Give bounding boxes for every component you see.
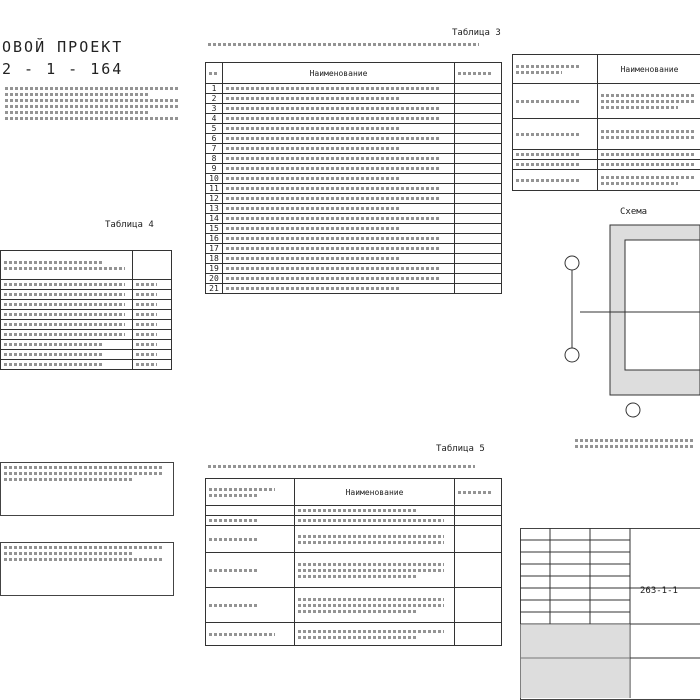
table4-cell: [133, 290, 172, 300]
scheme-axis-marker: [626, 403, 640, 417]
table3-row-number: 4: [206, 114, 223, 124]
table3-row-number: 5: [206, 124, 223, 134]
table3-row-number: 20: [206, 274, 223, 284]
table4-cell: [1, 320, 133, 330]
scheme-axis-marker: [565, 256, 579, 270]
table3-row-number: 3: [206, 104, 223, 114]
table3-row: [206, 114, 502, 124]
right-table-cell: [598, 160, 700, 170]
table3-row-name: [223, 214, 455, 224]
table5-cell: [455, 506, 502, 516]
table3-row: [206, 104, 502, 114]
right-table-cell: [513, 170, 598, 191]
table3-row-name: [223, 134, 455, 144]
table3-row-name: [223, 144, 455, 154]
table3-row: [206, 264, 502, 274]
table3-row: [206, 214, 502, 224]
table3-row: [206, 254, 502, 264]
table5-cell: [206, 623, 295, 646]
table5-cell: [206, 516, 295, 526]
table3-row: [206, 184, 502, 194]
table3-row-name: [223, 174, 455, 184]
right-table-col-name: Наименование: [598, 55, 700, 84]
table3-row-name: [223, 184, 455, 194]
scheme-drawing: [530, 215, 700, 420]
table5-cell: [295, 506, 455, 516]
table3-row-number: 21: [206, 284, 223, 294]
table3-row-note: [455, 244, 502, 254]
table4: [0, 250, 172, 370]
table5-cell: [295, 588, 455, 623]
table5-header-cell: [455, 479, 502, 506]
table3-row-number: 2: [206, 94, 223, 104]
table3-row-note: [455, 104, 502, 114]
table3-row-name: [223, 84, 455, 94]
table4-header-cell: [133, 251, 172, 280]
title-block-grid: [520, 528, 700, 698]
table5-cell: [206, 526, 295, 553]
table3-row-number: 14: [206, 214, 223, 224]
table3-row-name: [223, 104, 455, 114]
signature-box: [0, 542, 174, 596]
right-table-cell: [598, 84, 700, 119]
table3-row-number: 11: [206, 184, 223, 194]
table3-row-note: [455, 214, 502, 224]
table3-row-note: [455, 144, 502, 154]
table3-row-name: [223, 284, 455, 294]
table3-row-note: [455, 224, 502, 234]
approval-box: [0, 462, 174, 516]
table3-row-note: [455, 154, 502, 164]
table5-cell: [295, 553, 455, 588]
table3-row-note: [455, 174, 502, 184]
right-table-cell: [513, 160, 598, 170]
table3-row: [206, 234, 502, 244]
table3-caption: Таблица 3: [452, 28, 501, 38]
table5-cell: [455, 553, 502, 588]
table3-row-number: 13: [206, 204, 223, 214]
table4-cell: [133, 300, 172, 310]
table4-cell: [133, 360, 172, 370]
table4-cell: [1, 290, 133, 300]
table4-header-cell: [1, 251, 133, 280]
table3-row-name: [223, 224, 455, 234]
table3-row-number: 19: [206, 264, 223, 274]
table3-row-number: 15: [206, 224, 223, 234]
sheet-title: ОВОЙ ПРОЕКТ: [2, 38, 124, 56]
table5-cell: [455, 623, 502, 646]
table3-row-note: [455, 204, 502, 214]
table4-cell: [1, 340, 133, 350]
table3-row-note: [455, 254, 502, 264]
table3-row-name: [223, 94, 455, 104]
scheme-notes: [572, 436, 700, 451]
table5-col-name: Наименование: [295, 479, 455, 506]
table3-row-name: [223, 244, 455, 254]
table5-caption: Таблица 5: [436, 444, 485, 454]
table3-row-number: 18: [206, 254, 223, 264]
table5-cell: [295, 516, 455, 526]
project-code: 2 - 1 - 164: [2, 60, 124, 78]
table3-row-name: [223, 114, 455, 124]
table4-cell: [133, 330, 172, 340]
table3-row-number: 7: [206, 144, 223, 154]
table4-cell: [1, 310, 133, 320]
scheme-axis-marker: [565, 348, 579, 362]
table4-caption: Таблица 4: [105, 220, 154, 230]
table3-row: [206, 174, 502, 184]
right-table: [512, 54, 700, 191]
table3-row-name: [223, 194, 455, 204]
table4-cell: [1, 280, 133, 290]
table3-row: [206, 134, 502, 144]
table3-row-note: [455, 84, 502, 94]
table3-row: [206, 284, 502, 294]
table3-row-note: [455, 274, 502, 284]
table3-row-note: [455, 94, 502, 104]
table3-row-note: [455, 264, 502, 274]
right-table-cell: [598, 170, 700, 191]
table3-row-name: [223, 204, 455, 214]
table3-col-note: [455, 63, 502, 84]
table5-cell: [455, 516, 502, 526]
right-table-header-cell: [513, 55, 598, 84]
title-block-code: 263-1-1: [640, 586, 678, 596]
table3-row: [206, 144, 502, 154]
table3-row-note: [455, 114, 502, 124]
table3-row-name: [223, 164, 455, 174]
table3-row-name: [223, 274, 455, 284]
table3-row-note: [455, 124, 502, 134]
table4-cell: [1, 360, 133, 370]
right-table-cell: [513, 84, 598, 119]
table5-header-cell: [206, 479, 295, 506]
table3-row-note: [455, 184, 502, 194]
scheme-inner-room: [625, 240, 700, 370]
right-table-cell: [598, 119, 700, 150]
table3-row-number: 8: [206, 154, 223, 164]
table5-cell: [455, 588, 502, 623]
table5-cell: [295, 623, 455, 646]
table3-row-note: [455, 164, 502, 174]
table3-row-number: 17: [206, 244, 223, 254]
table3-col-name: Наименование: [223, 63, 455, 84]
table4-cell: [1, 350, 133, 360]
table3-title: [205, 40, 500, 49]
table3-row-name: [223, 234, 455, 244]
table3-row-note: [455, 234, 502, 244]
table3-row-number: 1: [206, 84, 223, 94]
table5-cell: [455, 526, 502, 553]
table3-row-number: 10: [206, 174, 223, 184]
table3-row-name: [223, 124, 455, 134]
table3-row-name: [223, 154, 455, 164]
table3-row-name: [223, 254, 455, 264]
table4-cell: [133, 350, 172, 360]
table5-title: [205, 462, 495, 471]
title-block-stamp-area: [520, 624, 630, 698]
table3-row: [206, 84, 502, 94]
table4-cell: [1, 300, 133, 310]
table3-row: [206, 164, 502, 174]
right-table-cell: [513, 119, 598, 150]
table3-row: [206, 124, 502, 134]
table3-row: [206, 194, 502, 204]
table3-row-note: [455, 134, 502, 144]
table3-row: [206, 224, 502, 234]
table5: [205, 478, 502, 646]
table3-row: [206, 154, 502, 164]
right-table-cell: [513, 150, 598, 160]
table5-cell: [206, 506, 295, 516]
table4-cell: [133, 320, 172, 330]
table4-cell: [133, 340, 172, 350]
table4-cell: [133, 280, 172, 290]
table3-row-number: 6: [206, 134, 223, 144]
table3-row: [206, 94, 502, 104]
table3-row-name: [223, 264, 455, 274]
table5-cell: [295, 526, 455, 553]
right-table-cell: [598, 150, 700, 160]
table3-row: [206, 274, 502, 284]
scheme-caption: Схема: [620, 207, 648, 217]
table3-row: [206, 244, 502, 254]
table4-cell: [1, 330, 133, 340]
table3-row-number: 9: [206, 164, 223, 174]
table3-row-number: 12: [206, 194, 223, 204]
table3-col-num: [206, 63, 223, 84]
sheet-notes: [2, 84, 192, 123]
table3-row-note: [455, 194, 502, 204]
table3-row-number: 16: [206, 234, 223, 244]
table3-row-note: [455, 284, 502, 294]
table3-row: [206, 204, 502, 214]
table4-cell: [133, 310, 172, 320]
table5-cell: [206, 588, 295, 623]
table5-cell: [206, 553, 295, 588]
table3: [205, 62, 502, 294]
